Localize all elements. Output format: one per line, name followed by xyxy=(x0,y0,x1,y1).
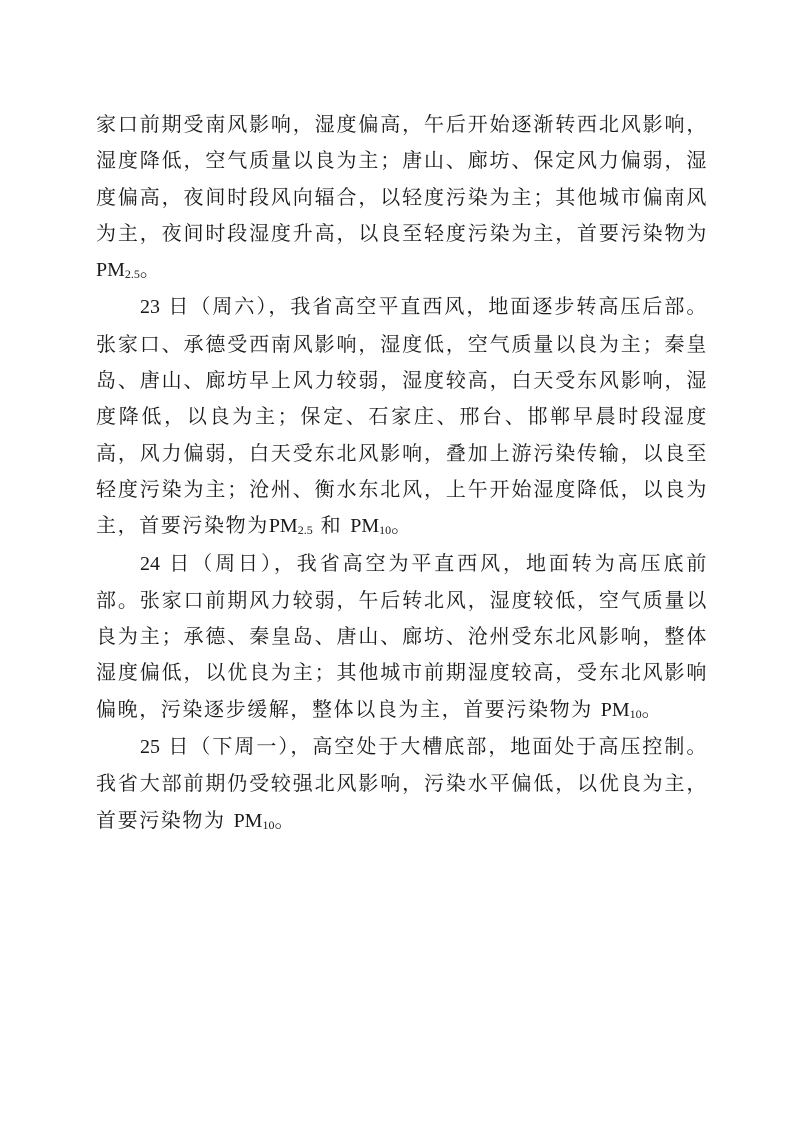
text-run: 日（下周一），高空处于大槽底部，地面处于高压控制。我省大部前期仍受较强北风影响，污染水平偏低，以优良为主，首要污染物为 xyxy=(96,734,708,832)
paragraph-forecast-day-25 xyxy=(96,728,708,839)
subscript-text: 10 xyxy=(262,817,275,832)
text-run: 日（周日），我省高空为平直西风，地面转为高压底前部。张家口前期风力较弱，午后转北风，湿度较低，空气质量以良为主；承德、秦皇岛、唐山、廊坊、沧州受东北风影响，整体湿度偏低，以优良为主；其他城市前期湿度较高，受东北风影响偏晚，污染逐步缓解，整体以良为主，首要污染物为 xyxy=(96,550,708,721)
text-run: 。 xyxy=(274,807,297,832)
latin-text: PM xyxy=(350,515,380,538)
latin-text: 24 xyxy=(140,552,160,575)
text-run: 。 xyxy=(139,257,162,282)
paragraph-forecast-day-23 xyxy=(96,288,708,544)
latin-text: PM xyxy=(268,515,298,538)
text-run: 和 xyxy=(312,513,351,538)
subscript-text: 2.5 xyxy=(124,267,140,282)
latin-text: PM xyxy=(600,698,630,721)
text-run: 。 xyxy=(641,696,664,721)
latin-text: 25 xyxy=(140,736,160,759)
text-run: 。 xyxy=(391,513,413,538)
text-run: 家口前期受南风影响，湿度偏高，午后开始逐渐转西北风影响，湿度降低，空气质量以良为主；唐山、廊坊、保定风力偏弱，湿度偏高，夜间时段风向辐合，以轻度污染为主；其他城市偏南风为主，夜间时段湿度升高，以良至轻度污染为主，首要污染物为 xyxy=(96,112,708,245)
subscript-text: 2.5 xyxy=(297,523,313,538)
latin-text: PM xyxy=(233,809,263,832)
subscript-text: 10 xyxy=(379,523,392,538)
latin-text: 23 xyxy=(140,296,160,319)
document-body xyxy=(96,106,708,839)
paragraph-forecast-day-24 xyxy=(96,545,708,728)
latin-text: PM xyxy=(96,259,125,282)
text-run: 日（周六），我省高空平直西风，地面逐步转高压后部。张家口、承德受西南风影响，湿度低，空气质量以良为主；秦皇岛、唐山、廊坊早上风力较弱，湿度较高，白天受东风影响，湿度降低，以良为主；保定、石家庄、邢台、邯郸早晨时段湿度高，风力偏弱，白天受东北风影响，叠加上游污染传输，以良至轻度污染为主；沧州、衡水东北风，上午开始湿度降低，以良为主，首要污染物为 xyxy=(96,294,708,538)
paragraph-forecast-continued xyxy=(96,106,708,288)
subscript-text: 10 xyxy=(629,706,642,721)
